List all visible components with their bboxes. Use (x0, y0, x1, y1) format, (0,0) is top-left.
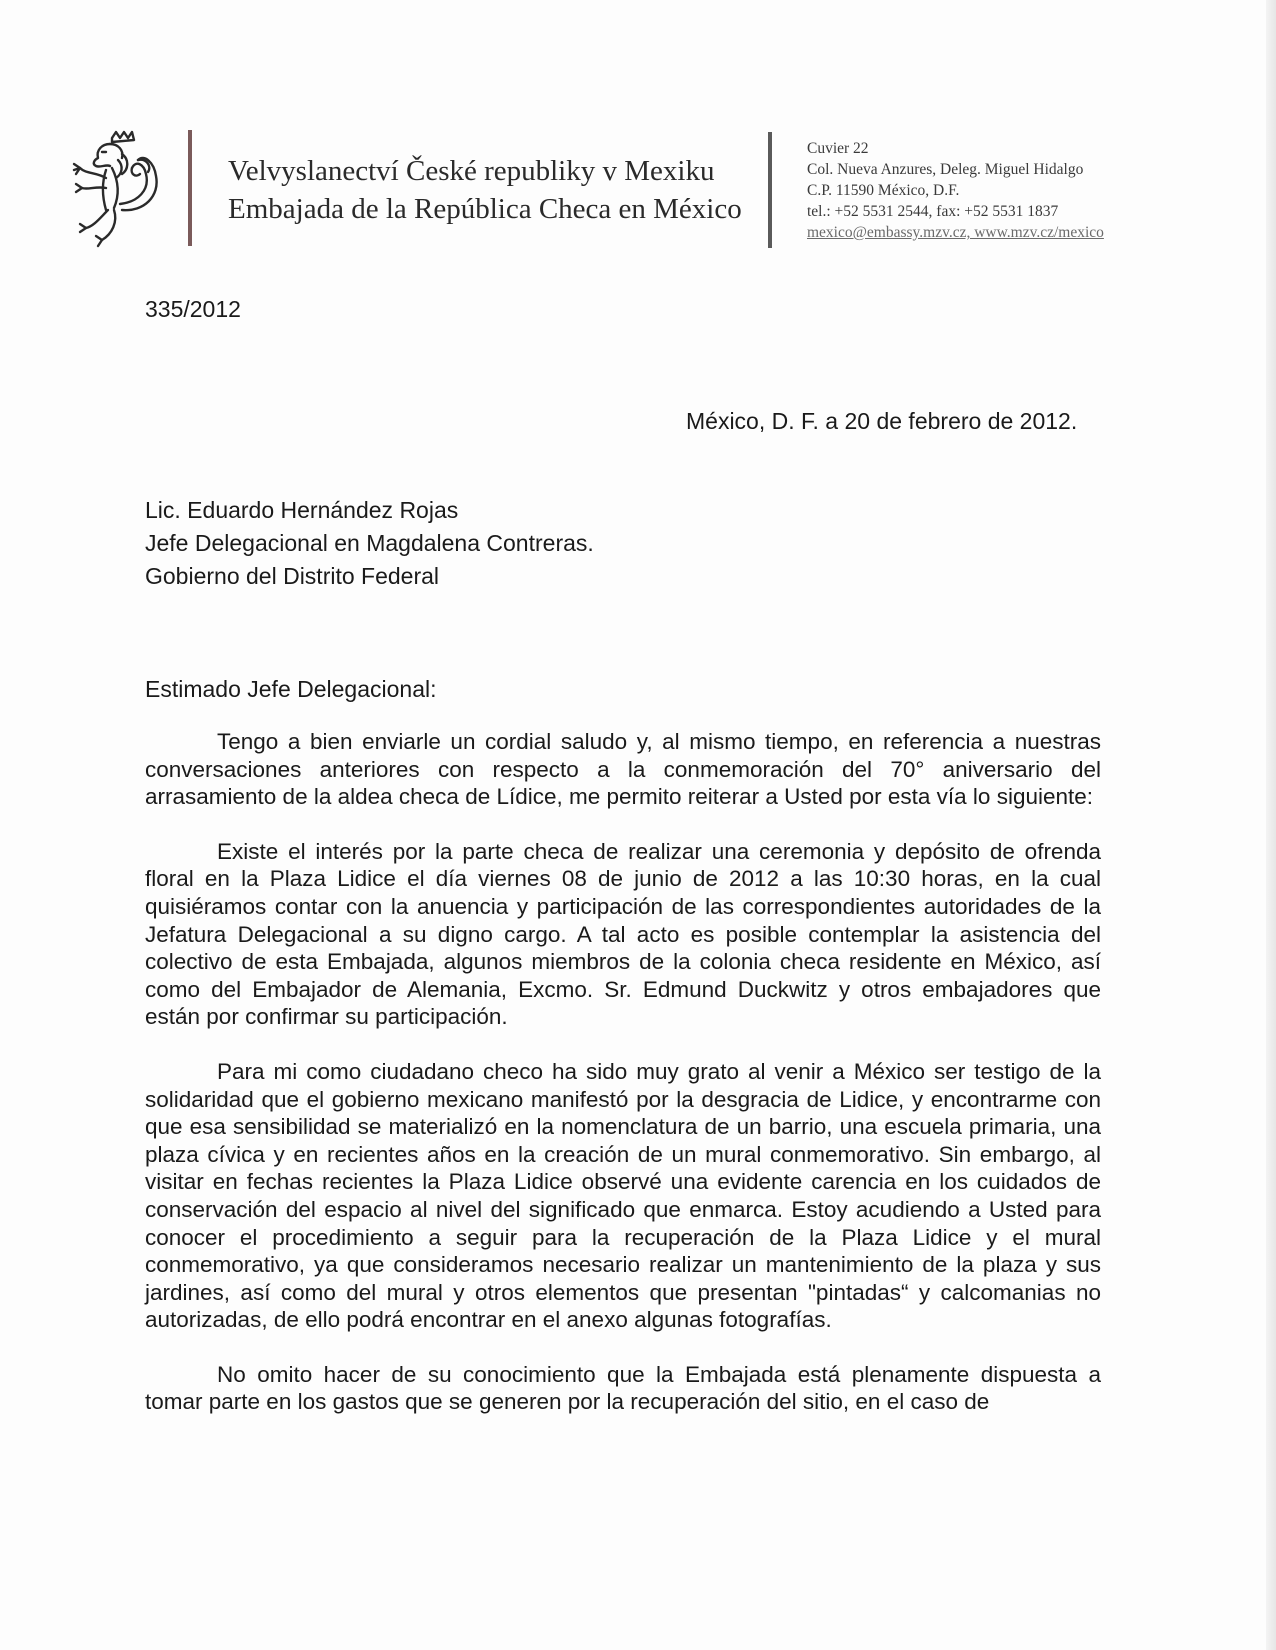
recipient-title: Jefe Delegacional en Magdalena Contreras. (145, 530, 594, 556)
contact-email-web-link[interactable]: mexico@embassy.mzv.cz, www.mzv.cz/mexico (807, 224, 1104, 241)
body-paragraph: Tengo a bien enviarle un cordial saludo y, al mismo tiempo, en referencia a nuestras conversaciones anteriores con respecto a la conmemoración del 70° aniversario del arrasamiento de la aldea checa de Lídice, me permito reiterar a Usted por esta vía lo siguiente: (145, 729, 1101, 810)
body-paragraph: No omito hacer de su conocimiento que la Embajada está plenamente dispuesta a tomar parte en los gastos que se generen por la recuperación del sitio, en el caso de (145, 1361, 1101, 1415)
contact-street: Cuvier 22 (807, 140, 869, 157)
embassy-name-spanish: Embajada de la República Checa en México (228, 193, 742, 225)
letter-body (145, 728, 1101, 1443)
embassy-names (228, 152, 742, 228)
embassy-contact-block (807, 138, 1104, 243)
page-edge-shadow (1266, 0, 1276, 1650)
reference-number: 335/2012 (145, 296, 241, 322)
letterhead-divider-left (188, 130, 192, 246)
bohemian-lion-icon (66, 130, 176, 250)
contact-phone: tel.: +52 5531 2544, fax: +52 5531 1837 (807, 203, 1059, 220)
letterhead-divider-right (768, 132, 772, 248)
body-paragraph: Existe el interés por la parte checa de realizar una ceremonia y depósito de ofrenda floral en la Plaza Lidice el día viernes 08 de junio de 2012 a las 10:30 horas, en la cual quisiéramos contar con la anuencia y participación de las correspondientes autoridades de la Jefatura Delegacional a su digno cargo. A tal acto es posible contemplar la asistencia del colectivo de esta Embajada, algunos miembros de la colonia checa residente en México, así como del Embajador de Alemania, Excmo. Sr. Edmund Duckwitz y otros embajadores que están por confirmar su participación. (145, 838, 1101, 1030)
letter-date: México, D. F. a 20 de febrero de 2012. (686, 408, 1078, 434)
recipient-organization: Gobierno del Distrito Federal (145, 563, 440, 589)
body-paragraph: Para mi como ciudadano checo ha sido muy grato al venir a México ser testigo de la solidaridad que el gobierno mexicano manifestó por la desgracia de Lidice, y encontrarme con que esa sensibilidad se materializó en la nomenclatura de un barrio, una escuela primaria, una plaza cívica y en recientes años en la creación de un mural conmemorativo. Sin embargo, al visitar en fechas recientes la Plaza Lidice observé una evidente carencia en los cuidados de conservación del espacio al nivel del significado que enmarca. Estoy acudiendo a Usted para conocer el procedimiento a seguir para la recuperación de la Plaza Lidice y el mural conmemorativo, ya que consideramos necesario realizar un mantenimiento de la plaza y sus jardines, así como del mural y otros elementos que presentan "pintadas“ y calcomanias no autorizadas, de ello podrá encontrar en el anexo algunas fotografías. (145, 1058, 1101, 1333)
recipient-name: Lic. Eduardo Hernández Rojas (145, 497, 459, 523)
recipient-block (145, 494, 594, 593)
contact-postal: C.P. 11590 México, D.F. (807, 182, 960, 199)
salutation: Estimado Jefe Delegacional: (145, 676, 437, 702)
embassy-name-czech: Velvyslanectví České republiky v Mexiku (228, 155, 715, 187)
contact-colonia: Col. Nueva Anzures, Deleg. Miguel Hidalgo (807, 161, 1084, 178)
